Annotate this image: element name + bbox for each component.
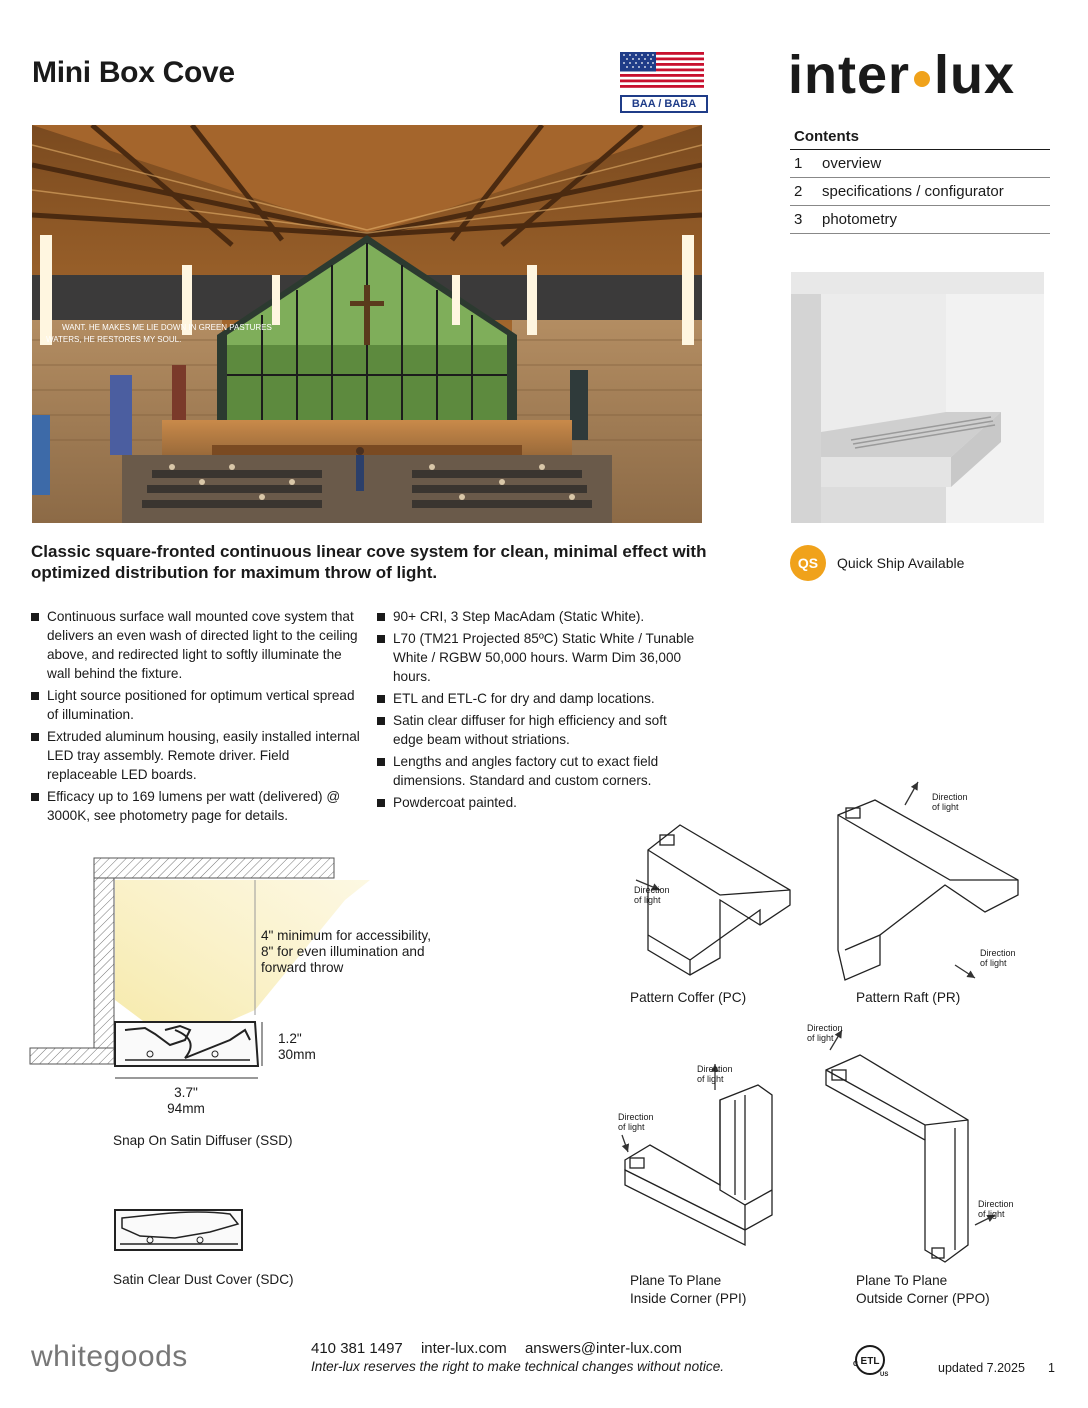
list-item: Efficacy up to 169 lumens per watt (delivered) @ 3000K, see photometry page for details. — [31, 787, 361, 825]
direction-label-line-2: of light — [634, 895, 661, 905]
caption-ppo-line-1: Plane To Plane — [856, 1273, 948, 1288]
direction-label-line-1: Direction — [807, 1023, 843, 1033]
list-item: 90+ CRI, 3 Step MacAdam (Static White). — [377, 607, 697, 626]
ppo-corner-drawing — [807, 1023, 1014, 1262]
wall-scripture-line-2: WATERS, HE RESTORES MY SOUL. — [46, 335, 182, 344]
contents-heading: Contents — [790, 126, 1050, 150]
dust-cover-profile — [113, 1210, 294, 1287]
product-tagline: Classic square-fronted continuous linear cove system for clean, minimal effect with optimized distribution for maximum throw of light. — [31, 542, 707, 582]
contents-item-number: 3 — [794, 211, 803, 228]
caption-sdc: Satin Clear Dust Cover (SDC) — [113, 1272, 294, 1287]
logo-text-right: lux — [934, 45, 1016, 105]
footer-disclaimer: Inter-lux reserves the right to make technical changes without notice. — [311, 1359, 725, 1374]
direction-label-line-2: of light — [807, 1033, 834, 1043]
ppi-corner-drawing — [618, 1064, 772, 1245]
direction-label-line-2: of light — [697, 1074, 724, 1084]
direction-label-line-2: of light — [618, 1122, 645, 1132]
contents-item-number: 2 — [794, 183, 803, 200]
pattern-raft-drawing — [838, 782, 1018, 980]
direction-label-line-1: Direction — [634, 885, 670, 895]
pattern-coffer-drawing — [634, 825, 790, 975]
page-number: 1 — [1048, 1361, 1055, 1375]
caption-ssd: Snap On Satin Diffuser (SSD) — [113, 1133, 293, 1148]
direction-label-line-2: of light — [932, 802, 959, 812]
height-dimension-in: 1.2" — [278, 1031, 302, 1046]
caption-ppo-line-2: Outside Corner (PPO) — [856, 1291, 990, 1306]
logo-text-left: inter — [788, 45, 911, 105]
page-title: Mini Box Cove — [32, 56, 235, 89]
list-item: Light source positioned for optimum vertical spread of illumination. — [31, 686, 361, 724]
width-dimension-mm: 94mm — [167, 1101, 205, 1116]
direction-label-line-1: Direction — [978, 1199, 1014, 1209]
width-dimension-in: 3.7" — [174, 1085, 198, 1100]
direction-label-line-2: of light — [980, 958, 1007, 968]
baa-baba-label: BAA / BABA — [620, 95, 708, 113]
cove-note-line-3: forward throw — [261, 960, 344, 975]
quick-ship-icon: QS — [790, 545, 826, 581]
caption-ppi-line-1: Plane To Plane — [630, 1273, 722, 1288]
footer-contact — [311, 1340, 696, 1357]
height-dimension-mm: 30mm — [278, 1047, 316, 1062]
caption-pattern-raft: Pattern Raft (PR) — [856, 990, 961, 1005]
cove-note-line-1: 4" minimum for accessibility, — [261, 928, 432, 943]
etl-c-text: C — [853, 1361, 859, 1368]
direction-label-line-1: Direction — [697, 1064, 733, 1074]
direction-label-line-1: Direction — [932, 792, 968, 802]
list-item: Satin clear diffuser for high efficiency and soft edge beam without striations. — [377, 711, 697, 749]
contents-item-label: photometry — [822, 211, 898, 228]
list-item: Continuous surface wall mounted cove system that delivers an even wash of directed light to the ceiling above, and redirected light to softly illuminate the wall behind the fixture. — [31, 607, 361, 683]
cove-section-diagram — [30, 858, 431, 1148]
etl-us-text: US — [880, 1372, 889, 1378]
direction-label-line-2: of light — [978, 1209, 1005, 1219]
direction-label-line-1: Direction — [980, 948, 1016, 958]
caption-pattern-coffer: Pattern Coffer (PC) — [630, 990, 747, 1005]
contents-item-label: overview — [822, 155, 882, 172]
whitegoods-brand: whitegoods — [31, 1340, 188, 1373]
footer-email-link[interactable]: answers@inter-lux.com — [524, 1340, 682, 1357]
updated-date: updated 7.2025 — [938, 1361, 1025, 1375]
list-item: Powdercoat painted. — [377, 793, 697, 812]
contents-item-number: 1 — [794, 155, 803, 172]
contents-item-label: specifications / configurator — [822, 183, 1004, 200]
footer-website-link[interactable]: inter-lux.com — [420, 1340, 507, 1357]
wall-scripture-line-1: WANT. HE MAKES ME LIE DOWN IN GREEN PASTURES — [62, 323, 272, 332]
etl-mark-text: ETL — [860, 1356, 880, 1367]
footer-phone[interactable]: 410 381 1497 — [311, 1340, 403, 1357]
list-item: Extruded aluminum housing, easily installed internal LED tray assembly. Remote driver. Field replaceable LED boards. — [31, 727, 361, 784]
direction-label-line-1: Direction — [618, 1112, 654, 1122]
etl-certification-icon — [850, 1340, 890, 1380]
list-item: ETL and ETL-C for dry and damp locations. — [377, 689, 697, 708]
caption-ppi-line-2: Inside Corner (PPI) — [630, 1291, 747, 1306]
quick-ship-text: Quick Ship Available — [837, 555, 965, 571]
list-item: Lengths and angles factory cut to exact field dimensions. Standard and custom corners. — [377, 752, 697, 790]
list-item: L70 (TM21 Projected 85ºC) Static White / Tunable White / RGBW 50,000 hours. Warm Dim 36,000 hours. — [377, 629, 697, 686]
cove-note-line-2: 8" for even illumination and — [261, 944, 425, 959]
